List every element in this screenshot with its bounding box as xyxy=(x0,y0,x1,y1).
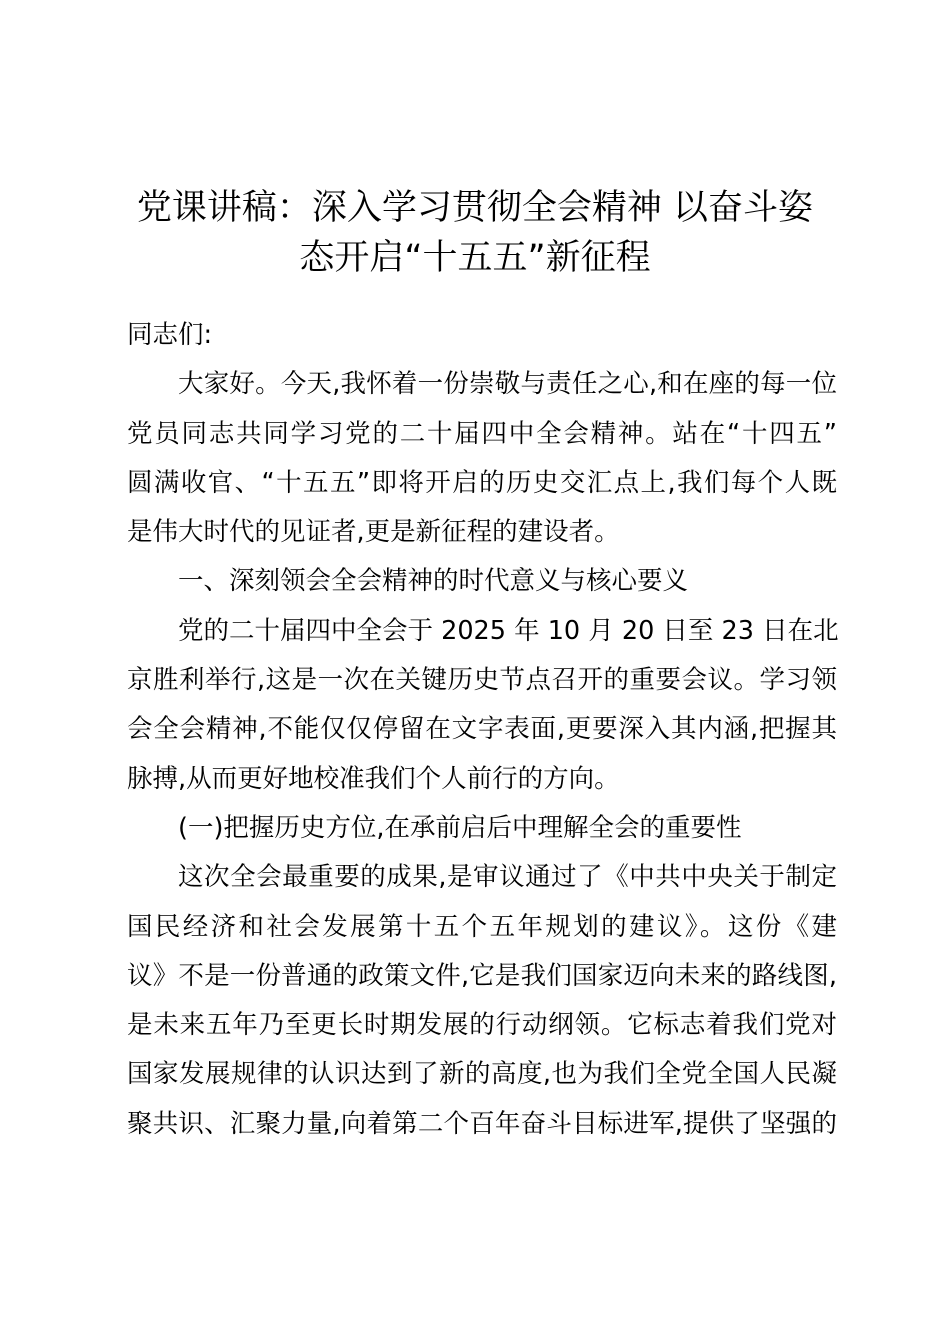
paragraph-line: 党员同志共同学习党的二十届四中全会精神。站在“十四五” xyxy=(127,418,837,449)
subsection-heading: (一)把握历史方位,在承前启后中理解全会的重要性 xyxy=(178,812,742,843)
paragraph-line: 党的二十届四中全会于 2025 年 10 月 20 日至 23 日在北 xyxy=(178,615,839,646)
salutation: 同志们: xyxy=(127,320,213,350)
document-body xyxy=(127,311,837,1149)
paragraph-line: 京胜利举行,这是一次在关键历史节点召开的重要会议。学习领 xyxy=(127,665,837,696)
paragraph-line: 议》不是一份普通的政策文件,它是我们国家迈向未来的路线图, xyxy=(127,960,837,991)
paragraph-line: 脉搏,从而更好地校准我们个人前行的方向。 xyxy=(127,763,620,794)
paragraph-line: 是伟大时代的见证者,更是新征程的建设者。 xyxy=(127,517,620,548)
paragraph-line: 是未来五年乃至更长时期发展的行动纲领。它标志着我们党对 xyxy=(127,1010,837,1041)
paragraph-line: 国民经济和社会发展第十五个五年规划的建议》。这份《建 xyxy=(127,911,837,942)
paragraph-line: 大家好。今天,我怀着一份崇敬与责任之心,和在座的每一位 xyxy=(178,369,837,400)
paragraph-line: 聚共识、汇聚力量,向着第二个百年奋斗目标进军,提供了坚强的 xyxy=(127,1108,837,1139)
title-line-2: 态开启“十五五”新征程 xyxy=(299,238,651,278)
paragraph-line: 国家发展规律的认识达到了新的高度,也为我们全党全国人民凝 xyxy=(127,1059,837,1090)
paragraph-line: 这次全会最重要的成果,是审议通过了《中共中央关于制定 xyxy=(178,862,837,893)
paragraph-line: 圆满收官、“十五五”即将开启的历史交汇点上,我们每个人既 xyxy=(127,467,837,498)
paragraph-line: 会全会精神,不能仅仅停留在文字表面,更要深入其内涵,把握其 xyxy=(127,714,837,745)
section-heading: 一、深刻领会全会精神的时代意义与核心要义 xyxy=(178,566,689,597)
document-title xyxy=(0,183,950,283)
title-line-1: 党课讲稿：深入学习贯彻全会精神 以奋斗姿 xyxy=(136,188,814,228)
